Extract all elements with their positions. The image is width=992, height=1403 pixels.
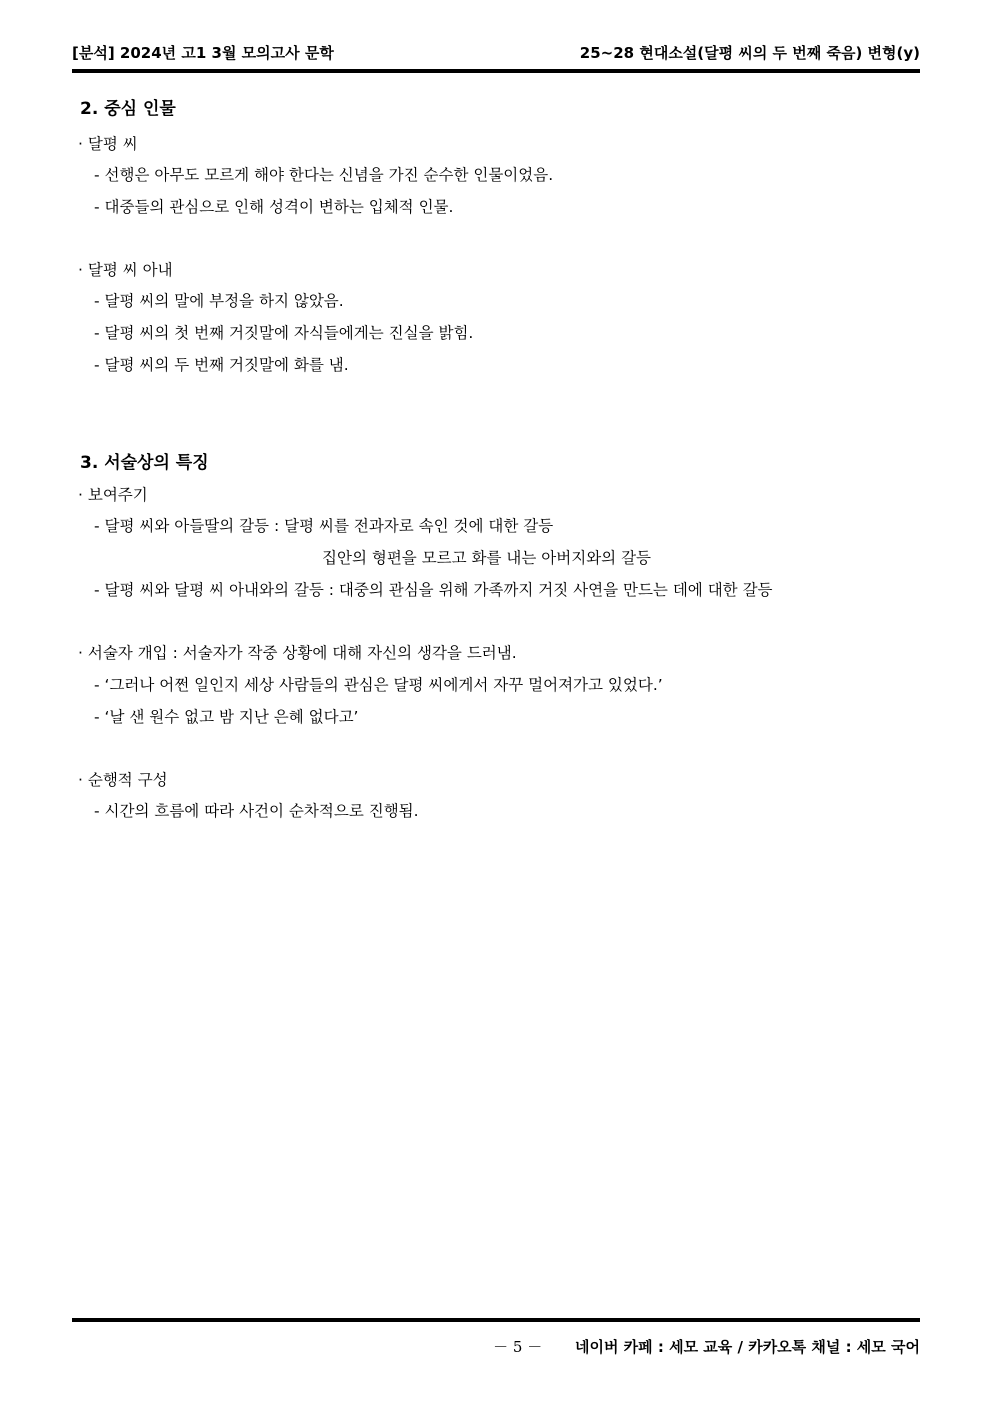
feature-sequence-label: · 순행적 구성 bbox=[78, 771, 168, 789]
character-dalpyeong-label: · 달평 씨 bbox=[78, 135, 138, 153]
footer-rule bbox=[72, 1318, 920, 1322]
section-2-title: 2. 중심 인물 bbox=[80, 99, 176, 119]
page-footer bbox=[493, 1336, 920, 1357]
list-item: - 달평 씨와 달평 씨 아내와의 갈등 : 대중의 관심을 위해 가족까지 거짓 사연을 만드는 데에 대한 갈등 bbox=[94, 581, 773, 599]
list-item: - 달평 씨의 말에 부정을 하지 않았음. bbox=[94, 292, 344, 310]
header-right-title: 25~28 현대소설(달평 씨의 두 번째 죽음) 변형(y) bbox=[579, 44, 920, 62]
page-number: － 5 － bbox=[493, 1338, 543, 1356]
list-item: - 선행은 아무도 모르게 해야 한다는 신념을 가진 순수한 인물이었음. bbox=[94, 166, 554, 184]
list-item: - 시간의 흐름에 따라 사건이 순차적으로 진행됨. bbox=[94, 802, 419, 820]
header-rule bbox=[72, 69, 920, 73]
character-wife-label: · 달평 씨 아내 bbox=[78, 261, 173, 279]
list-item: - 달평 씨의 첫 번째 거짓말에 자식들에게는 진실을 밝힘. bbox=[94, 324, 474, 342]
feature-narrator-label: · 서술자 개입 : 서술자가 작중 상황에 대해 자신의 생각을 드러냄. bbox=[78, 644, 517, 662]
list-item: - 달평 씨의 두 번째 거짓말에 화를 냄. bbox=[94, 356, 349, 374]
footer-contact-info: 네이버 카페 : 세모 교육 / 카카오톡 채널 : 세모 국어 bbox=[574, 1338, 920, 1356]
header-left-title: [분석] 2024년 고1 3월 모의고사 문학 bbox=[72, 44, 334, 62]
list-item: - 대중들의 관심으로 인해 성격이 변하는 입체적 인물. bbox=[94, 198, 454, 216]
page-header bbox=[72, 42, 920, 68]
section-3-title: 3. 서술상의 특징 bbox=[80, 453, 209, 473]
list-item: - 달평 씨와 아들딸의 갈등 : 달평 씨를 전과자로 속인 것에 대한 갈등 bbox=[94, 517, 554, 535]
list-item-continuation: 집안의 형편을 모르고 화를 내는 아버지와의 갈등 bbox=[322, 549, 652, 567]
list-item: - ‘그러나 어쩐 일인지 세상 사람들의 관심은 달평 씨에게서 자꾸 멀어져가고 있었다.’ bbox=[94, 676, 663, 694]
feature-showing-label: · 보여주기 bbox=[78, 486, 148, 504]
list-item: - ‘날 샌 원수 없고 밤 지난 은혜 없다고’ bbox=[94, 708, 359, 726]
